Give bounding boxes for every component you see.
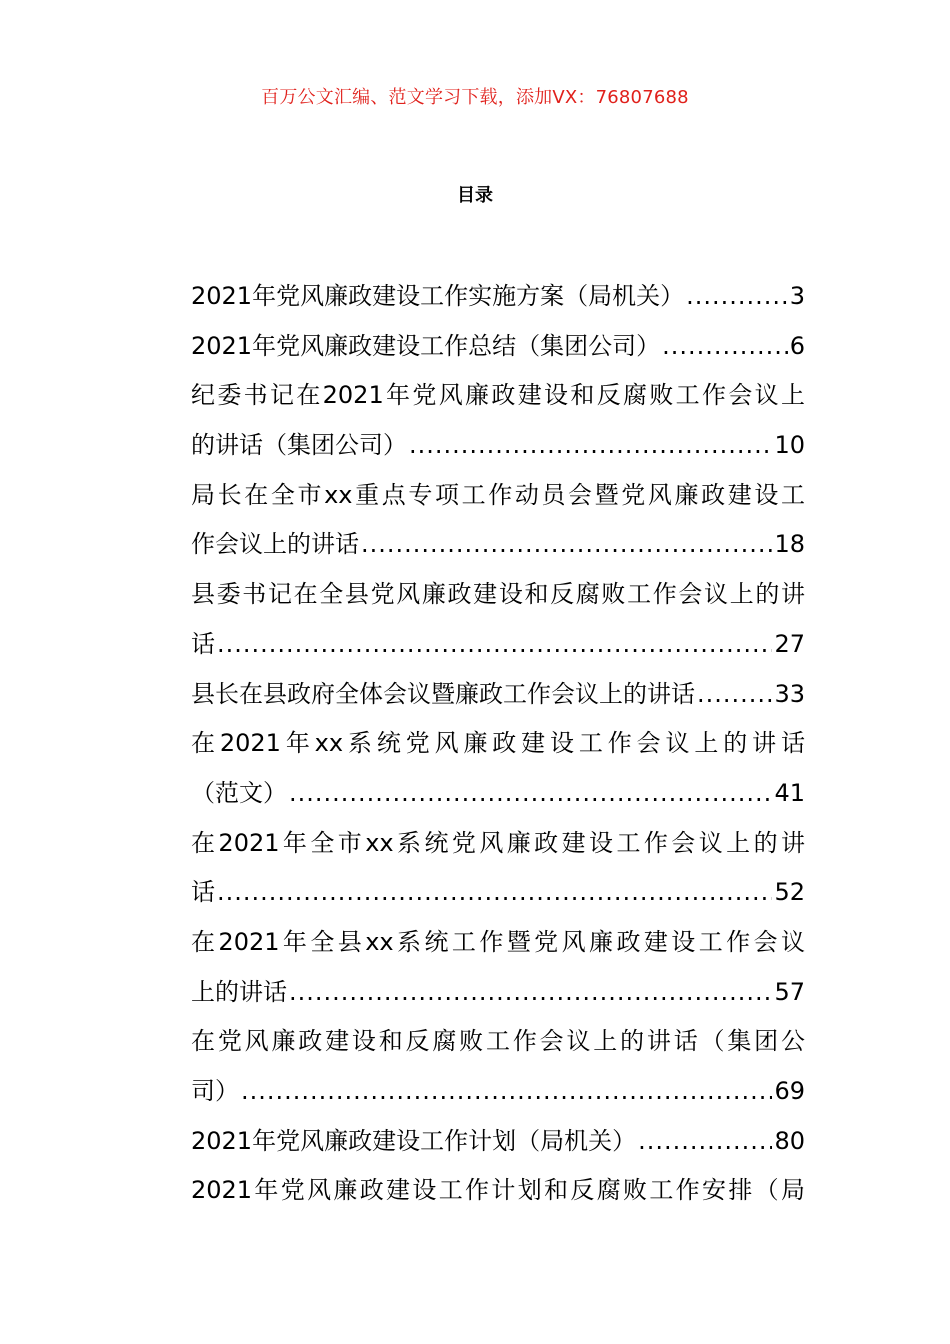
- toc-entry-title: 话: [191, 878, 215, 907]
- toc-entry-title: （范文）: [191, 778, 287, 807]
- toc-page-number: 52: [774, 878, 805, 907]
- toc-entry-title: 的讲话（集团公司）: [191, 431, 407, 460]
- dot-leader: [638, 1117, 772, 1167]
- table-of-contents: [191, 272, 805, 1216]
- toc-page-number: 57: [774, 977, 805, 1006]
- toc-entry-title-line: 在2021年xx系统党风廉政建设工作会议上的讲话: [191, 729, 805, 758]
- toc-entry-leader-line: [191, 670, 805, 720]
- toc-entry-title-line: 纪委书记在2021年党风廉政建设和反腐败工作会议上: [191, 381, 805, 410]
- toc-entry-leader-line: [191, 620, 805, 670]
- toc-title: 目录: [457, 185, 493, 206]
- dot-leader: [217, 868, 772, 918]
- dot-leader: [289, 769, 772, 819]
- toc-entry[interactable]: [191, 1017, 805, 1116]
- toc-page-number: 27: [774, 629, 805, 658]
- toc-entry[interactable]: [191, 471, 805, 570]
- toc-entry-title-line: 在2021年全县xx系统工作暨党风廉政建设工作会议: [191, 927, 805, 956]
- dot-leader: [662, 322, 788, 372]
- toc-entry[interactable]: [191, 819, 805, 918]
- header-note: 百万公文汇编、范文学习下载，添加VX：76807688: [261, 87, 689, 108]
- toc-entry-leader-line: [191, 769, 805, 819]
- dot-leader: [241, 1067, 772, 1117]
- toc-entry-title-line: 在2021年全市xx系统党风廉政建设工作会议上的讲: [191, 828, 805, 857]
- toc-entry[interactable]: [191, 570, 805, 669]
- toc-entry[interactable]: [191, 719, 805, 818]
- dot-leader: [686, 272, 788, 322]
- toc-entry-title-line: 2021年党风廉政建设工作计划和反腐败工作安排（局: [191, 1176, 805, 1205]
- toc-entry-leader-line: [191, 1067, 805, 1117]
- toc-page-number: 69: [774, 1077, 805, 1105]
- toc-entry-leader-line: [191, 322, 805, 372]
- toc-entry[interactable]: [191, 322, 805, 372]
- toc-entry-title: 司）: [191, 1077, 239, 1105]
- toc-entry-leader-line: [191, 520, 805, 570]
- toc-entry[interactable]: [191, 918, 805, 1017]
- toc-page-number: 41: [774, 778, 805, 807]
- toc-entry[interactable]: [191, 670, 805, 720]
- dot-leader: [409, 421, 772, 471]
- toc-entry-leader-line: [191, 421, 805, 471]
- toc-entry-leader-line: [191, 868, 805, 918]
- toc-entry-title-line: 县委书记在全县党风廉政建设和反腐败工作会议上的讲: [191, 580, 805, 609]
- toc-entry-title: 2021年党风廉政建设工作总结（集团公司）: [191, 331, 661, 360]
- dot-leader: [217, 620, 772, 670]
- toc-entry[interactable]: [191, 371, 805, 470]
- toc-page-number: 33: [774, 679, 805, 708]
- dot-leader: [697, 670, 772, 720]
- toc-entry-leader-line: [191, 968, 805, 1018]
- toc-entry-title: 话: [191, 629, 215, 658]
- toc-entry[interactable]: [191, 1117, 805, 1167]
- toc-entry-title: 县长在县政府全体会议暨廉政工作会议上的讲话: [191, 679, 695, 708]
- toc-page-number: 18: [774, 530, 805, 559]
- toc-entry-title-line: 在党风廉政建设和反腐败工作会议上的讲话（集团公: [191, 1027, 805, 1056]
- toc-entry-title: 2021年党风廉政建设工作实施方案（局机关）: [191, 282, 685, 310]
- toc-entry[interactable]: [191, 1166, 805, 1216]
- toc-page-number: 10: [774, 431, 805, 460]
- dot-leader: [289, 968, 772, 1018]
- toc-entry[interactable]: [191, 272, 805, 322]
- toc-page-number: 80: [774, 1126, 805, 1155]
- toc-entry-title: 作会议上的讲话: [191, 530, 359, 559]
- toc-entry-title: 上的讲话: [191, 977, 287, 1006]
- toc-page-number: 3: [789, 282, 805, 310]
- toc-entry-title-line: 局长在全市xx重点专项工作动员会暨党风廉政建设工: [191, 480, 805, 509]
- toc-entry-title: 2021年党风廉政建设工作计划（局机关）: [191, 1126, 637, 1155]
- toc-page-number: 6: [789, 331, 805, 360]
- dot-leader: [361, 520, 772, 570]
- toc-entry-leader-line: [191, 272, 805, 322]
- toc-entry-leader-line: [191, 1117, 805, 1167]
